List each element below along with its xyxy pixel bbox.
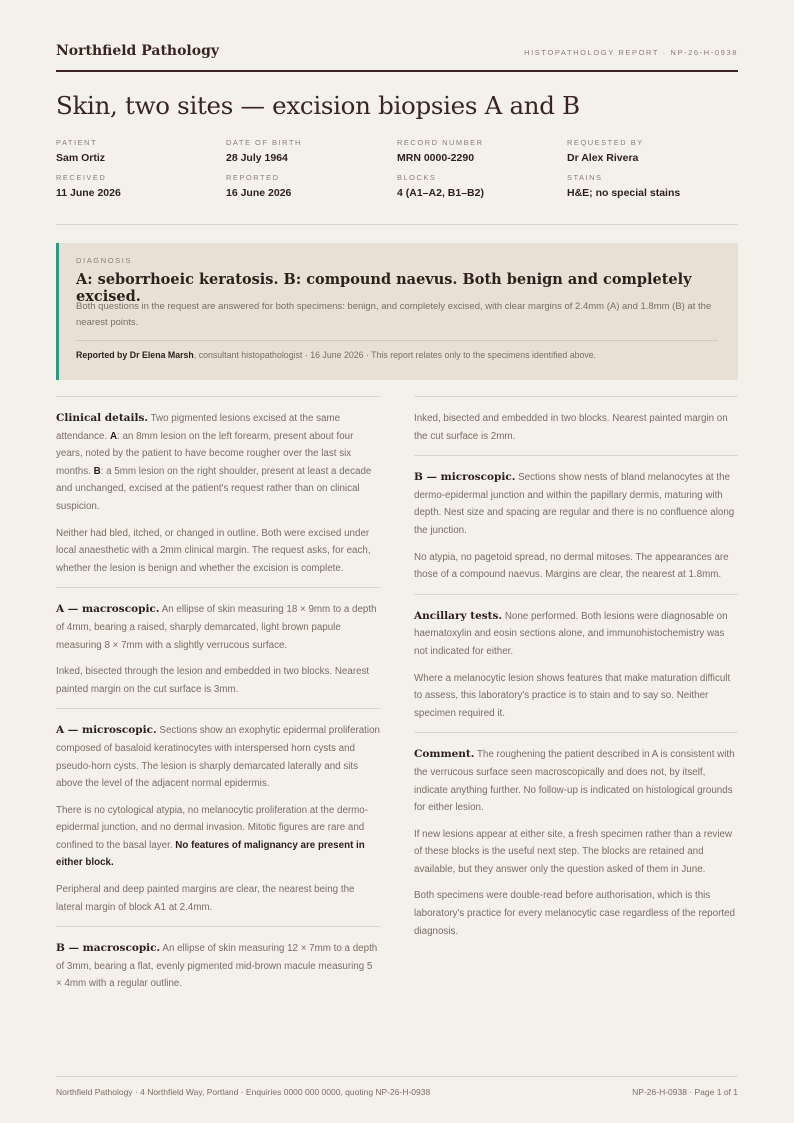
report-title: Skin, two sites — excision biopsies A and B — [56, 91, 580, 120]
diagnosis-summary: Both questions in the request are answered for both specimens: benign, and completely excised, with clear margins of 2.4mm (A) and 1.8mm (B) at the nearest points. — [76, 301, 712, 328]
section-b-microscopic: B — microscopic. Sections show nests of bland melanocytes at the dermo-epidermal junction and within the papillary dermis, maturing with depth. Nest size and spacing are regular and there is no confluence along the junction. No atypia, no pagetoid spread, no dermal mitoses. The appearances are those of a compound naevus. Margins are clear, the nearest at 1.8mm. — [414, 455, 738, 594]
report-footer — [56, 1076, 738, 1097]
section-heading: Ancillary tests. — [414, 609, 503, 622]
section-heading: B — microscopic. — [414, 471, 516, 484]
section-heading: B — macroscopic. — [56, 942, 161, 955]
meta-blocks: BLOCKS 4 (A1–A2, B1–B2) — [397, 173, 484, 199]
meta-stains: STAINS H&E; no special stains — [567, 173, 681, 199]
section-b-macroscopic-continued: Inked, bisected and embedded in two blocks. Nearest painted margin on the cut surface is 2mm. — [414, 396, 738, 455]
lab-name: Northfield Pathology — [56, 43, 220, 59]
section-heading: Comment. — [414, 748, 475, 761]
diagnosis-panel — [56, 243, 738, 380]
diagnosis-title: A: seborrhoeic keratosis. B: compound naevus. Both benign and completely excised. — [76, 271, 692, 305]
diagnosis-signoff: Reported by Dr Elena Marsh, consultant histopathologist · 16 June 2026 · This report relates only to the specimens identified above. — [76, 350, 597, 360]
section-a-macroscopic: A — macroscopic. An ellipse of skin measuring 18 × 9mm to a depth of 4mm, bearing a raised, sharply demarcated, light brown papule measuring 8 × 7mm with a slightly verrucous surface. Inked, bisected through the lesion and embedded in two blocks. Nearest painted margin on the cut surface is 3mm. — [56, 587, 380, 708]
meta-patient: PATIENT Sam Ortiz — [56, 138, 106, 164]
meta-received: RECEIVED 11 June 2026 — [56, 173, 121, 199]
section-ancillary-tests: Ancillary tests. None performed. Both lesions were diagnosable on haematoxylin and eosin sections alone, and immunohistochemistry was not indicated for either. Where a melanocytic lesion shows features that make maturation difficult to assess, this laboratory's practice is to stain and to say so. Neither specimen required it. — [414, 594, 738, 733]
footer-page-number: NP-26-H-0938 · Page 1 of 1 — [632, 1087, 738, 1097]
divider — [76, 340, 718, 341]
report-column-left — [56, 396, 380, 1003]
section-heading: Clinical details. — [56, 412, 149, 424]
section-b-macroscopic: B — macroscopic. An ellipse of skin measuring 12 × 7mm to a depth of 3mm, bearing a flat, evenly pigmented mid-brown macule measuring 5 × 4mm with a regular outline. — [56, 926, 380, 1003]
section-heading: A — macroscopic. — [56, 603, 160, 616]
section-a-microscopic: A — microscopic. Sections show an exophytic epidermal proliferation composed of basaloid keratinocytes with interspersed horn cysts and pseudo-horn cysts. The lesion is sharply demarcated laterally and sits above the level of the adjacent normal epidermis. There is no cytological atypia, no melanocytic proliferation at the dermo-epidermal junction, and no dermal invasion. Mitotic figures are rare and confined to the basal layer. No features of malignancy are present in either block. Peripheral and deep painted margins are clear, the nearest being the lateral margin of block A1 at 2.4mm. — [56, 708, 380, 926]
section-comment: Comment. The roughening the patient described in A is consistent with the verrucous surface seen macroscopically and does not, by itself, indicate anything further. No follow-up is indicated on histological grounds for either lesion. If new lesions appear at either site, a fresh specimen rather than a review of these blocks is the useful next step. The blocks are retained and available, but they answer only the question asked of them in June. Both specimens were double-read before authorisation, which is this laboratory's practice for every melanocytic case regardless of the reported diagnosis. — [414, 732, 738, 950]
section-clinical-details: Clinical details. Two pigmented lesions excised at the same attendance. A: an 8mm lesion on the left forearm, present about four years, noted by the patient to have become rougher over the last six months. B: a 5mm lesion on the right shoulder, present at least a decade and unchanged, excised at the patient's request rather than on clinical suspicion. Neither had bled, itched, or changed in outline. Both were excised under local anaesthetic with a 2mm clinical margin. The request asks, for each, whether the lesion is benign and whether the excision is complete. — [56, 396, 380, 587]
meta-date-of-birth: DATE OF BIRTH 28 July 1964 — [226, 138, 302, 164]
diagnosis-label: DIAGNOSIS — [76, 256, 133, 265]
meta-requested-by: REQUESTED BY Dr Alex Rivera — [567, 138, 644, 164]
report-header — [56, 40, 738, 72]
divider — [56, 224, 738, 225]
meta-record-number: RECORD NUMBER MRN 0000-2290 — [397, 138, 484, 164]
section-heading: A — microscopic. — [56, 724, 157, 737]
report-reference: HISTOPATHOLOGY REPORT · NP-26-H-0938 — [524, 48, 738, 57]
footer-address: Northfield Pathology · 4 Northfield Way, Portland · Enquiries 0000 000 0000, quoting NP-26-H-0938 — [56, 1087, 431, 1097]
reporting-pathologist: Reported by Dr Elena Marsh — [76, 350, 194, 360]
report-column-right — [414, 396, 738, 950]
meta-reported: REPORTED 16 June 2026 — [226, 173, 292, 199]
